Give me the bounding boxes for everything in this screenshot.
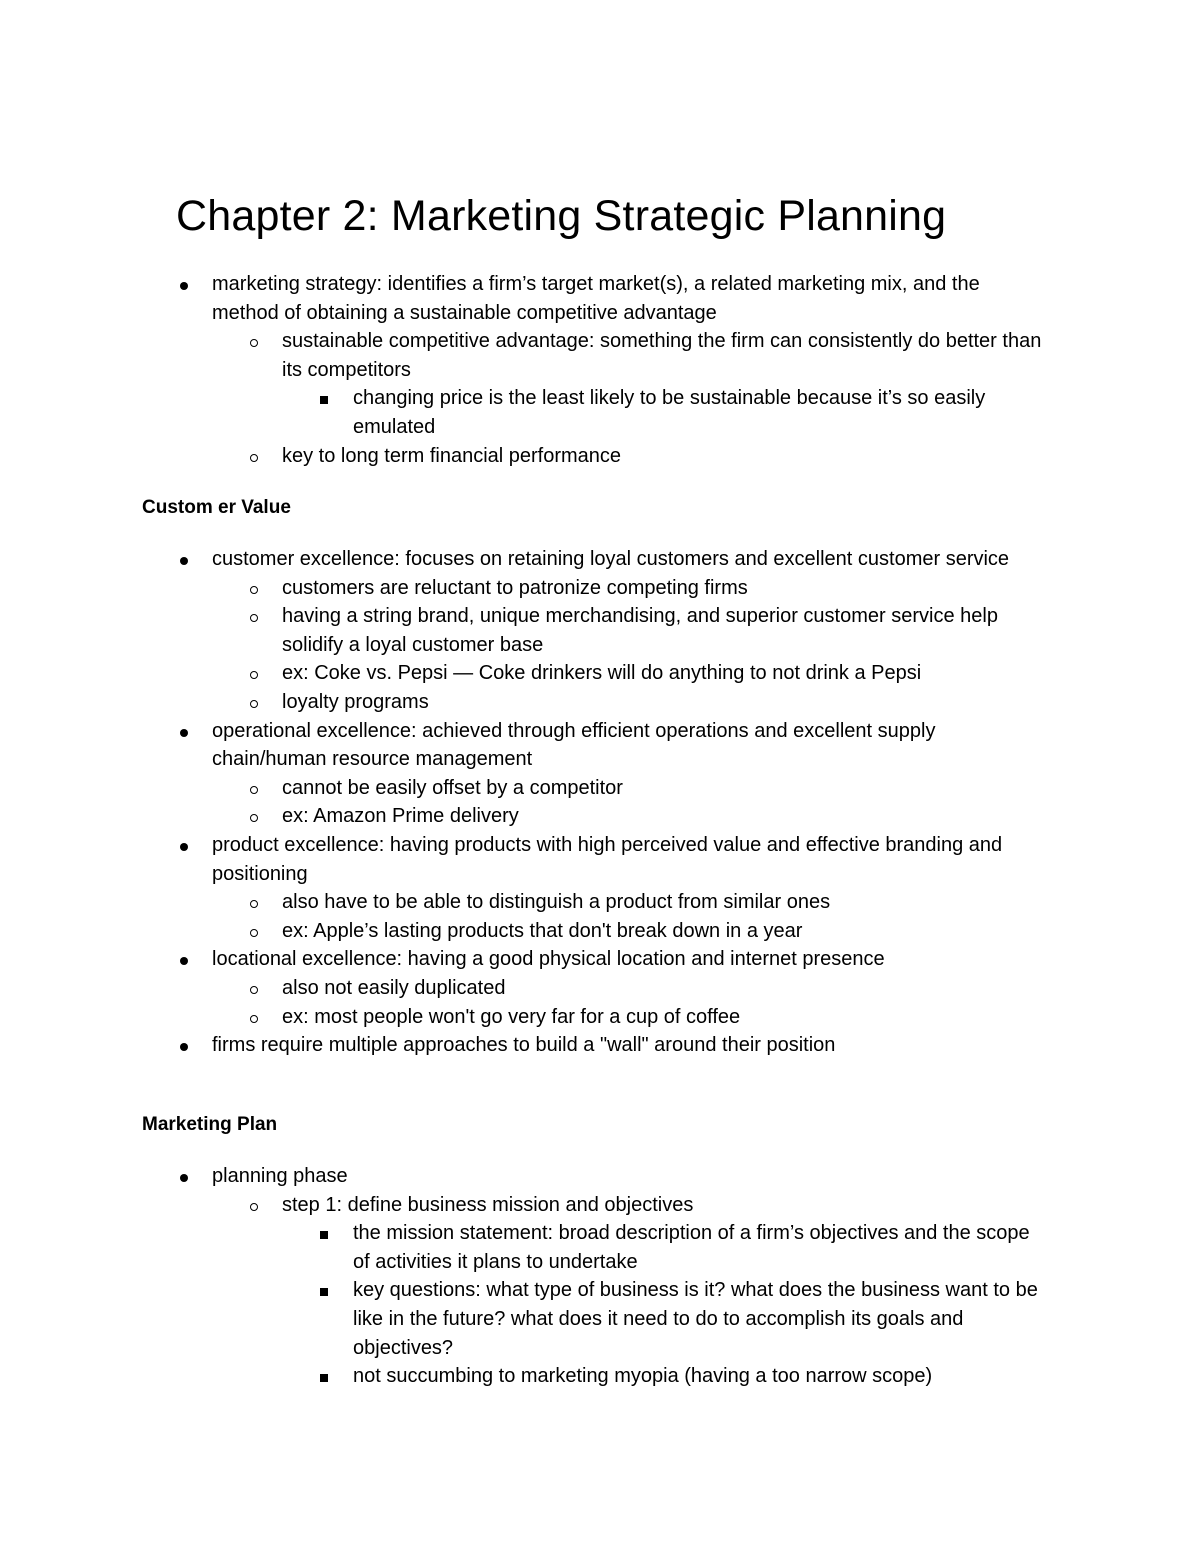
list-item [0, 545, 1048, 574]
bullet-ring-icon [246, 1003, 262, 1032]
bullet-ring-icon [246, 327, 262, 356]
bullet-ring-icon [246, 688, 262, 717]
list-item [0, 974, 1058, 1003]
list-item [0, 1362, 1048, 1391]
bullet-square-icon [316, 1276, 332, 1305]
list-item [0, 1003, 1058, 1032]
list-item-text: operational excellence: achieved through efficient operations and excellent supply chain/human resource management [212, 719, 936, 771]
bullet-ring-icon [246, 917, 262, 946]
bullet-dot-icon [176, 1031, 192, 1060]
list-item-text: planning phase [212, 1165, 348, 1187]
list-item-text: loyalty programs [282, 690, 429, 713]
bullet-square-icon [316, 1219, 332, 1248]
section-heading-customer-value: Custom er Value [142, 497, 291, 518]
list-item [0, 888, 1058, 917]
list-item [0, 831, 1048, 888]
list-item [0, 774, 1058, 803]
list-item [0, 270, 1048, 327]
list-item-text: step 1: define business mission and objectives [282, 1193, 694, 1216]
list-item [0, 1162, 1048, 1191]
intro-list [0, 270, 1200, 470]
bullet-ring-icon [246, 659, 262, 688]
list-item-text: ex: most people won't go very far for a cup of coffee [282, 1005, 741, 1028]
bullet-ring-icon [246, 602, 262, 631]
list-item [0, 945, 1048, 974]
page-title: Chapter 2: Marketing Strategic Planning [176, 192, 947, 240]
bullet-dot-icon [176, 717, 192, 746]
bullet-ring-icon [246, 574, 262, 603]
list-item-text: sustainable competitive advantage: something the firm can consistently do better than its competitors [282, 330, 1042, 381]
list-item [0, 327, 1058, 384]
bullet-ring-icon [246, 974, 262, 1003]
list-item [0, 574, 1058, 603]
list-item-text: also not easily duplicated [282, 976, 506, 999]
list-item-text: cannot be easily offset by a competitor [282, 776, 623, 799]
list-item [0, 717, 1048, 774]
bullet-dot-icon [176, 945, 192, 974]
list-item-text: locational excellence: having a good physical location and internet presence [212, 948, 885, 971]
list-item-text: ex: Coke vs. Pepsi — Coke drinkers will do anything to not drink a Pepsi [282, 662, 922, 685]
list-item-text: having a string brand, unique merchandising, and superior customer service help solidify a loyal customer base [282, 605, 998, 656]
bullet-dot-icon [176, 831, 192, 860]
list-item [0, 917, 1058, 946]
list-item [0, 659, 1058, 688]
list-item [0, 1276, 1048, 1362]
bullet-ring-icon [246, 774, 262, 803]
list-item [0, 442, 1058, 471]
marketing-plan-list [0, 1162, 1200, 1391]
list-item [0, 384, 1048, 441]
list-item-text: ex: Apple’s lasting products that don't break down in a year [282, 919, 803, 942]
list-item [0, 688, 1058, 717]
bullet-dot-icon [176, 270, 192, 299]
bullet-ring-icon [246, 442, 262, 471]
list-item-text: also have to be able to distinguish a product from similar ones [282, 891, 831, 914]
section-heading-marketing-plan: Marketing Plan [142, 1114, 278, 1135]
bullet-square-icon [316, 384, 332, 413]
bullet-ring-icon [246, 1191, 262, 1220]
list-item-text: customers are reluctant to patronize competing firms [282, 576, 748, 599]
list-item-text: the mission statement: broad description of a firm’s objectives and the scope of activities it plans to undertake [353, 1222, 1030, 1273]
list-item-text: product excellence: having products with high perceived value and effective branding and positioning [212, 833, 1003, 885]
bullet-dot-icon [176, 545, 192, 574]
bullet-ring-icon [246, 888, 262, 917]
bullet-dot-icon [176, 1162, 192, 1191]
list-item-text: customer excellence: focuses on retaining loyal customers and excellent customer service [212, 548, 1010, 570]
customer-value-list [0, 545, 1200, 1060]
list-item-text: changing price is the least likely to be sustainable because it’s so easily emulated [353, 387, 986, 438]
list-item-text: marketing strategy: identifies a firm’s target market(s), a related marketing mix, and the method of obtaining a sustainable competitive advantage [212, 273, 980, 324]
list-item [0, 1219, 1048, 1276]
bullet-square-icon [316, 1362, 332, 1391]
list-item [0, 1031, 1048, 1060]
list-item-text: key questions: what type of business is it? what does the business want to be like in the future? what does it need to do to accomplish its goals and objectives? [353, 1279, 1038, 1359]
bullet-ring-icon [246, 802, 262, 831]
list-item-text: firms require multiple approaches to build a "wall" around their position [212, 1034, 836, 1057]
list-item-text: not succumbing to marketing myopia (having a too narrow scope) [353, 1365, 933, 1388]
list-item [0, 1191, 1058, 1220]
list-item [0, 802, 1058, 831]
list-item-text: ex: Amazon Prime delivery [282, 805, 519, 828]
list-item [0, 602, 1058, 659]
list-item-text: key to long term financial performance [282, 444, 622, 467]
